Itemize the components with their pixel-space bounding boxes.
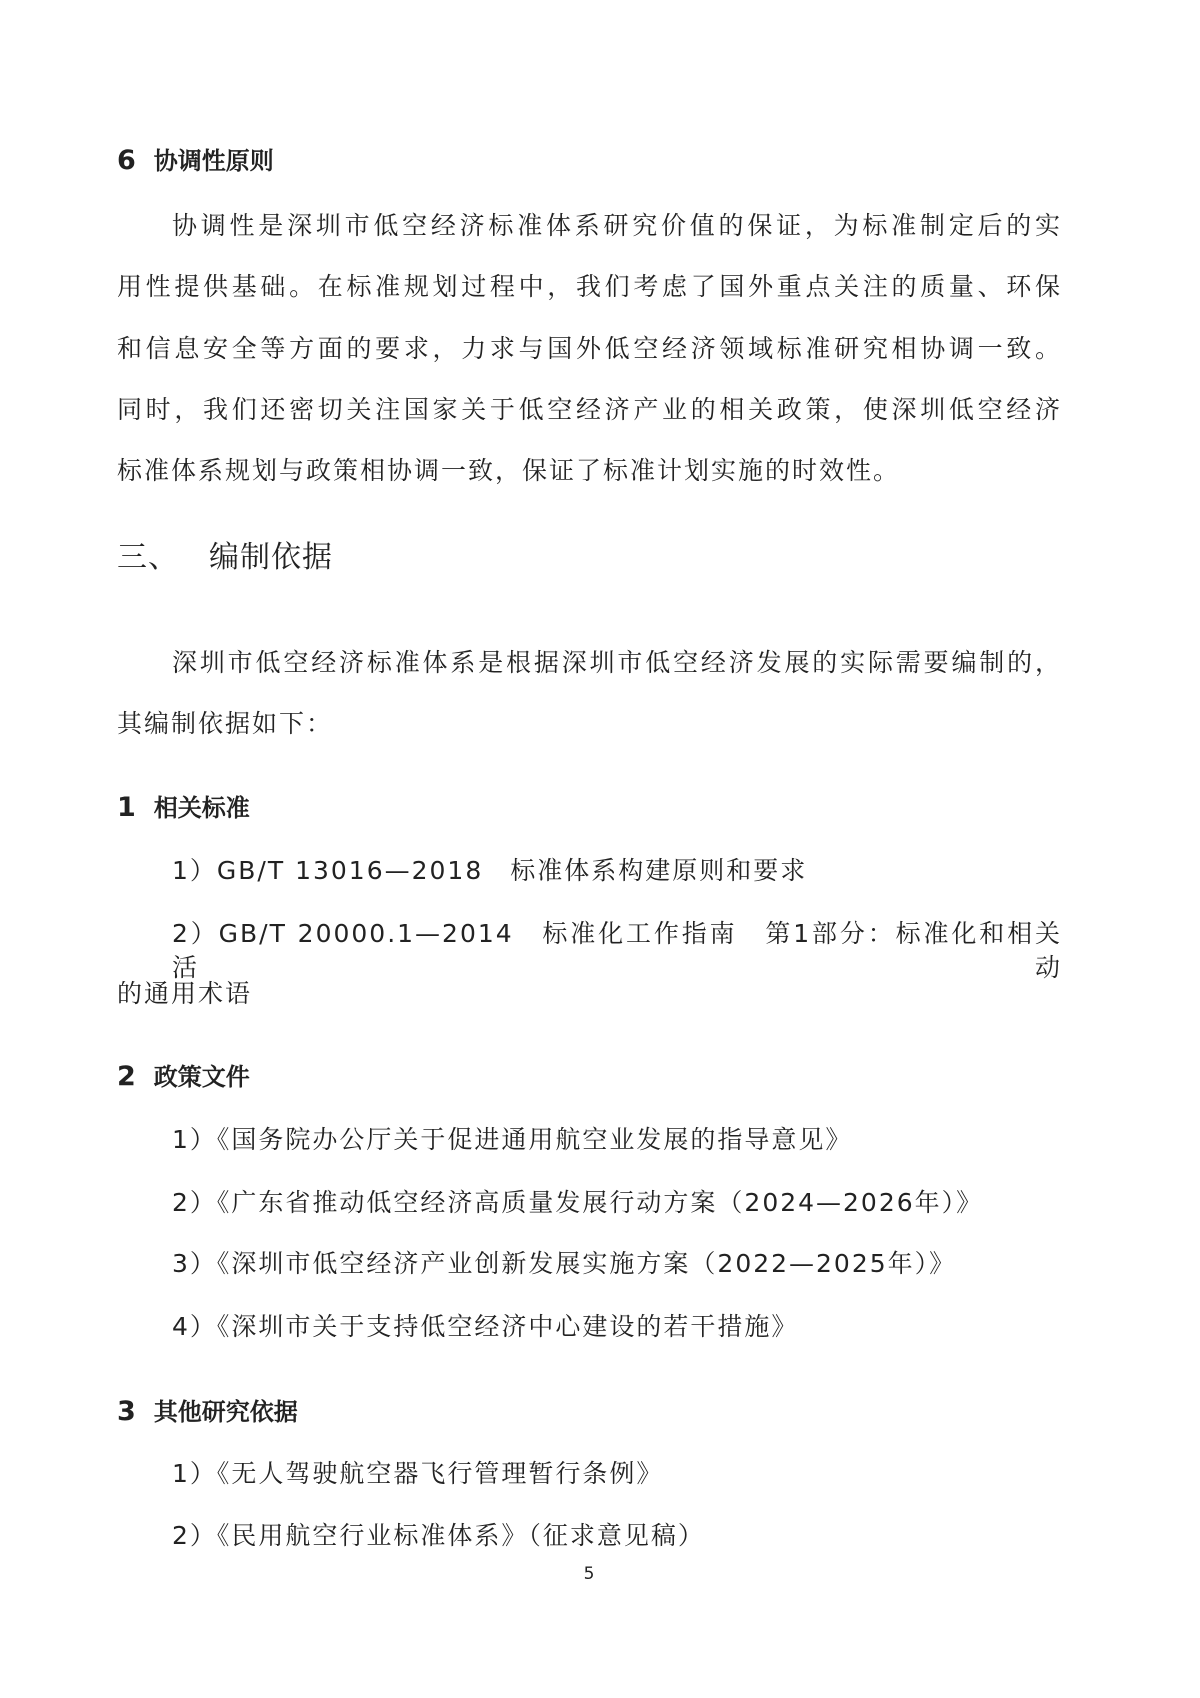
sub-title: 相关标准 [153, 794, 250, 822]
list-item: 2）《民用航空行业标准体系》（征求意见稿） [172, 1521, 705, 1550]
sub-title: 其他研究依据 [153, 1398, 298, 1426]
sub-1-heading [117, 791, 1062, 825]
chapter-number: 三、 [117, 540, 179, 575]
list-item: 2）《广东省推动低空经济高质量发展行动方案（2024—2026年）》 [172, 1188, 984, 1217]
sub-2-heading [117, 1060, 1062, 1094]
list-item: 1）GB/T 13016—2018 标准体系构建原则和要求 [172, 856, 808, 885]
paragraph-line: 标准体系规划与政策相协调一致，保证了标准计划实施的时效性。 [117, 456, 901, 485]
sub-3-heading [117, 1395, 1062, 1429]
list-item: 2）GB/T 20000.1—2014 标准化工作指南 第1部分：标准化和相关活动 [172, 919, 1062, 982]
sub-title: 政策文件 [153, 1063, 250, 1091]
list-item: 1）《无人驾驶航空器飞行管理暂行条例》 [172, 1459, 664, 1488]
list-item-continuation: 的通用术语 [117, 979, 253, 1008]
paragraph-line: 同时，我们还密切关注国家关于低空经济产业的相关政策，使深圳低空经济 [117, 395, 1062, 424]
paragraph-line: 其编制依据如下： [117, 709, 334, 738]
sub-number: 3 [117, 1396, 136, 1427]
paragraph-line: 深圳市低空经济标准体系是根据深圳市低空经济发展的实际需要编制的， [172, 648, 1062, 677]
page-number: 5 [583, 1564, 595, 1584]
paragraph-line: 协调性是深圳市低空经济标准体系研究价值的保证，为标准制定后的实 [172, 211, 1062, 240]
list-item: 3）《深圳市低空经济产业创新发展实施方案（2022—2025年）》 [172, 1249, 957, 1278]
paragraph-line: 和信息安全等方面的要求，力求与国外低空经济领域标准研究相协调一致。 [117, 334, 1062, 363]
list-item: 1）《国务院办公厅关于促进通用航空业发展的指导意见》 [172, 1125, 853, 1154]
sub-number: 2 [117, 1061, 136, 1092]
section-number: 6 [117, 145, 136, 176]
sub-number: 1 [117, 792, 136, 823]
list-item: 4）《深圳市关于支持低空经济中心建设的若干措施》 [172, 1312, 799, 1341]
paragraph-line: 用性提供基础。在标准规划过程中，我们考虑了国外重点关注的质量、环保 [117, 272, 1062, 301]
chapter-3-heading [117, 541, 1062, 575]
section-6-heading [117, 144, 1062, 178]
section-title: 协调性原则 [153, 147, 274, 175]
chapter-title: 编制依据 [209, 540, 333, 575]
